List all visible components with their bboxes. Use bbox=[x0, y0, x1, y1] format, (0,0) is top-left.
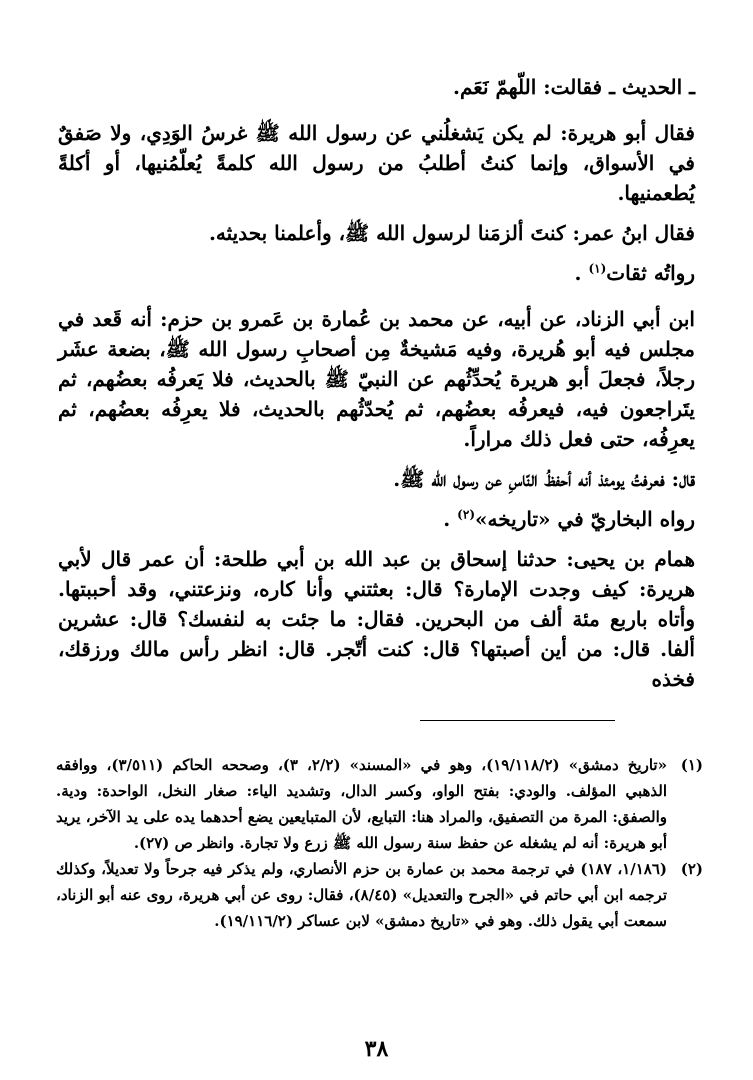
footnote-ref-1: (١) bbox=[588, 261, 607, 276]
footnote-2 bbox=[56, 856, 703, 934]
period: . bbox=[443, 507, 451, 531]
footnote-text: «تاريخ دمشق» (١٩/١١٨/٢)، وهو في «المسند» (٢/٢، ٣)، وصححه الحاكم (٣/٥١١)، ووافقه الذهبي المؤلف. والودي: بفتح الواو، وكسر الدال، وتشديد الياء: صغار النخل، الواحدة: ودية. والصفق: المرة من التصفيق، والمراد هنا: التبايع، لأن المتبايعين يضع أحدهما يده على يد الآخر، يريد أبو هريرة: أنه لم يشغله عن حفظ سنة رسول الله ﷺ زرع ولا تجارة. وانظر ص (٢٧). bbox=[56, 756, 667, 852]
paragraph-5: ابن أبي الزناد، عن أبيه، عن محمد بن عُمارة بن عَمرو بن حزم: أنه قَعد في مجلس فيه أبو هُريرة، وفيه مَشيخةٌ مِن أصحابِ رسول الله ﷺ، بضعة عشَر رجلاً، فجعلَ أبو هريرة يُحدِّثُهم عن النبيّ ﷺ بالحديث، فلا يَعرفُه بعضُهم، ثم يتَراجعون فيه، فيعرفُه بعضُهم، ثم يُحدّثُهم بالحديث، فلا يعرِفُه بعضُهم، ثم يعرِفُه، حتى فعل ذلك مراراً. bbox=[58, 307, 695, 451]
bukhari-note: رواه البخاريّ في «تاريخه» bbox=[475, 507, 695, 531]
narrators-note: رواتُه ثقات bbox=[606, 261, 695, 285]
footnote-number: (١) bbox=[680, 756, 703, 774]
footnote-divider bbox=[420, 720, 615, 721]
paragraph-4 bbox=[58, 258, 695, 288]
paragraph-1: ـ الحديث ـ فقالت: اللّهمّ نَعَم. bbox=[453, 75, 695, 99]
paragraph-3: فقال ابنُ عمر: كنتَ ألزمَنا لرسول الله ﷺ، وأعلمنا بحديثه. bbox=[208, 221, 695, 245]
paragraph-8: همام بن يحيى: حدثنا إسحاق بن عبد الله بن أبي طلحة: أن عمر قال لأبي هريرة: كيف وجدت الإمارة؟ قال: بعثتني وأنا كاره، ونزعتني، وقد أحببتها. وأتاه باربع مئة ألف من البحرين. فقال: ما جئت به لنفسك؟ قال: عشرين ألفا. قال: من أين أصبتها؟ قال: كنت أتّجر. قال: انظر رأس مالك ورزقك، فخذه bbox=[58, 547, 695, 691]
main-text bbox=[58, 72, 695, 704]
footnote-ref-2: (٢) bbox=[457, 507, 475, 522]
page-number: ٣٨ bbox=[364, 1036, 389, 1062]
period: . bbox=[574, 261, 582, 285]
footnote-number: (٢) bbox=[680, 860, 703, 878]
paragraph-7 bbox=[58, 504, 695, 534]
footnote-1 bbox=[56, 752, 703, 856]
paragraph-6: قال: فعرفتُ يومئذ أنه أحفظُ النّاسِ عن رسول الله ﷺ. bbox=[393, 467, 695, 491]
footnotes bbox=[56, 752, 703, 934]
footnote-text: (١/١٨٦، ١٨٧) في ترجمة محمد بن عمارة بن حزم الأنصاري، ولم يذكر فيه جرحاً ولا تعديلاً، وكذلك ترجمه ابن أبي حاتم في «الجرح والتعديل» (٨/٤٥)، فقال: روى عن أبي هريرة، روى عنه أبو الزناد، سمعت أبي يقول ذلك. وهو في «تاريخ دمشق» لابن عساكر (١٩/١١٦/٢). bbox=[56, 860, 667, 930]
paragraph-2: فقال أبو هريرة: لم يكن يَشغلُني عن رسول الله ﷺ غرسُ الوَدِي، ولا صَفقٌ في الأسواق، وإنما كنتُ أطلبُ من رسول الله كلمةً يُعلّمُنيها، أو أكلةً يُطعمنيها. bbox=[58, 121, 695, 205]
